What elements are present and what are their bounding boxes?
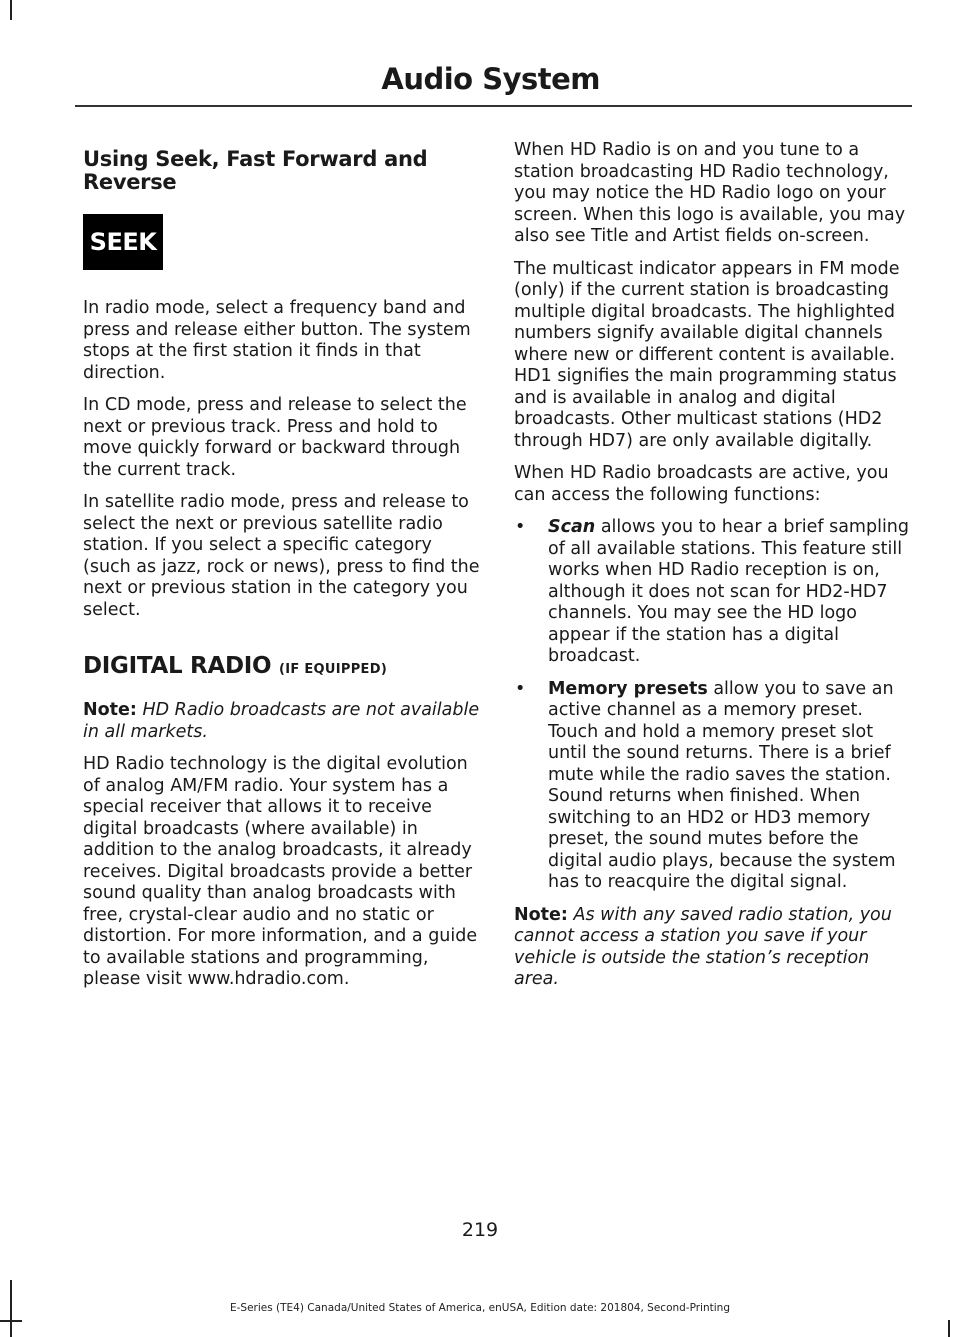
note-label: Note: bbox=[83, 700, 137, 720]
list-item-term: Memory presets bbox=[548, 678, 708, 699]
digital-radio-heading-suffix: (IF EQUIPPED) bbox=[278, 662, 388, 677]
edition-footer: E-Series (TE4) Canada/United States of America, enUSA, Edition date: 201804, Second-Printing bbox=[229, 1302, 730, 1314]
functions-list bbox=[514, 517, 914, 894]
multicast-paragraph: The multicast indicator appears in FM mode (only) if the current station is broadcasting multiple digital broadcasts. The highlighted numbers signify available digital channels where new or different content is available. HD1 signifies the main programming status and is available in analog and digital broadcasts. Other multicast stations (HD2 through HD7) are only available digitally. bbox=[514, 258, 900, 451]
left-column bbox=[83, 140, 483, 1002]
crop-mark-top-left bbox=[10, 0, 12, 20]
note-text: HD Radio broadcasts are not available in all markets. bbox=[83, 700, 480, 742]
hd-radio-paragraph: HD Radio technology is the digital evolution of analog AM/FM radio. Your system has a special receiver that allows it to receive digital broadcasts (where available) in addition to the analog broadcasts, it already receives. Digital broadcasts provide a better sound quality than analog broadcasts with free, crystal-clear audio and no static or distortion. For more information, and a guide to available stations and programming, please visit www.hdradio.com. bbox=[83, 754, 478, 989]
crop-mark-bottom-left-h bbox=[0, 1320, 22, 1322]
crop-mark-bottom-right bbox=[948, 1320, 950, 1337]
header-divider bbox=[75, 105, 912, 107]
note-saved-station bbox=[514, 905, 914, 991]
bullet: • bbox=[515, 678, 526, 699]
functions-intro-paragraph: When HD Radio broadcasts are active, you can access the following functions: bbox=[514, 463, 889, 505]
seek-paragraph-cd: In CD mode, press and release to select the next or previous track. Press and hold to move quickly forward or backward through the current track. bbox=[83, 395, 467, 480]
note-hd-availability bbox=[83, 700, 483, 743]
note-text: As with any saved radio station, you cannot access a station you save if your vehicle is outside the station’s reception area. bbox=[514, 904, 892, 989]
seek-paragraph-satellite: In satellite radio mode, press and release to select the next or previous satellite radio station. If you select a specific category (such as jazz, rock or news), press to find the next or previous station in the category you select. bbox=[83, 492, 480, 620]
section-title: Audio System bbox=[381, 62, 600, 96]
hd-logo-paragraph: When HD Radio is on and you tune to a station broadcasting HD Radio technology, you may notice the HD Radio logo on your screen. When this logo is available, you may also see Title and Artist fields on-screen. bbox=[514, 140, 906, 246]
digital-radio-heading bbox=[83, 653, 483, 679]
seek-button-icon: SEEK bbox=[83, 214, 163, 270]
list-item-text: allow you to save an active channel as a memory preset. Touch and hold a memory preset slot until the sound returns. There is a brief mute while the radio saves the station. Sound returns when finished. When switching to an HD2 or HD3 memory preset, the sound mutes before the digital audio plays, because the system has to reacquire the digital signal. bbox=[548, 678, 896, 892]
bullet: • bbox=[515, 517, 526, 537]
right-column bbox=[514, 140, 914, 1002]
page-number: 219 bbox=[461, 1219, 499, 1241]
note-label: Note: bbox=[514, 904, 568, 925]
list-item-term: Scan bbox=[548, 517, 596, 537]
digital-radio-heading-text: DIGITAL RADIO bbox=[83, 653, 272, 679]
seek-heading: Using Seek, Fast Forward and Reverse bbox=[83, 147, 428, 194]
seek-paragraph-radio: In radio mode, select a frequency band and press and release either button. The system stops at the first station it finds in that direction. bbox=[83, 298, 471, 383]
list-item bbox=[514, 517, 914, 668]
list-item-text: allows you to hear a brief sampling of all available stations. This feature still works when HD Radio reception is on, although it does not scan for HD2-HD7 channels. You may see the HD logo appear if the station has a digital broadcast. bbox=[548, 517, 910, 666]
list-item bbox=[514, 679, 914, 894]
